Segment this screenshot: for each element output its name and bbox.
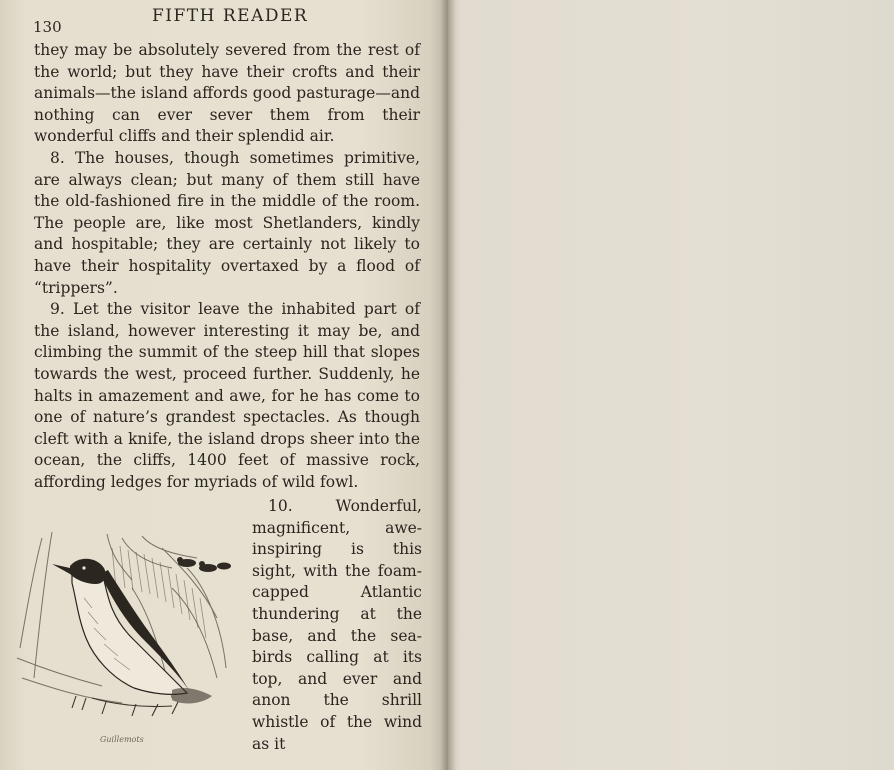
paragraph-10: 10. Wonderful, magnificent, awe-inspiring is this sight, with the foam-capped Atlantic thundering at the base, and the sea-birds calling at its top, and ever and anon the shrill whistle of the wind as it [252, 497, 422, 753]
body-text [34, 40, 420, 493]
guillemot-bird-engraving-icon [12, 528, 234, 724]
illustration-caption: Guillemots [100, 735, 144, 744]
running-head: FIFTH READER [152, 6, 309, 26]
right-page-blank [448, 0, 894, 770]
paragraph-9: 9. Let the visitor leave the inhabited part of the island, however interesting it may be, and climbing the summit of the steep hill that slopes towards the west, proceed further. Suddenly, he halts in amazement and awe, for he has come to one of nature’s grandest spectacles. As though cleft with a knife, the island drops sheer into the ocean, the cliffs, 1400 feet of massive rock, affording ledges for myriads of wild fowl. [34, 300, 420, 491]
paragraph-8: 8. The houses, though sometimes primitive, are always clean; but many of them still have the old-fashioned fire in the middle of the room. The people are, like most Shetlanders, kindly and hospitable; they are certainly not likely to have their hospitality overtaxed by a flood of “trippers”. [34, 148, 420, 297]
page-number: 130 [33, 18, 62, 36]
paragraph-continued: they may be absolutely severed from the rest of the world; but they have their crofts and their animals—the island affords good pasturage—and nothing can ever sever them from their wonderful cliffs and their splendid air. [34, 41, 420, 146]
paragraph-10-block [252, 496, 422, 755]
book-gutter [440, 0, 456, 770]
